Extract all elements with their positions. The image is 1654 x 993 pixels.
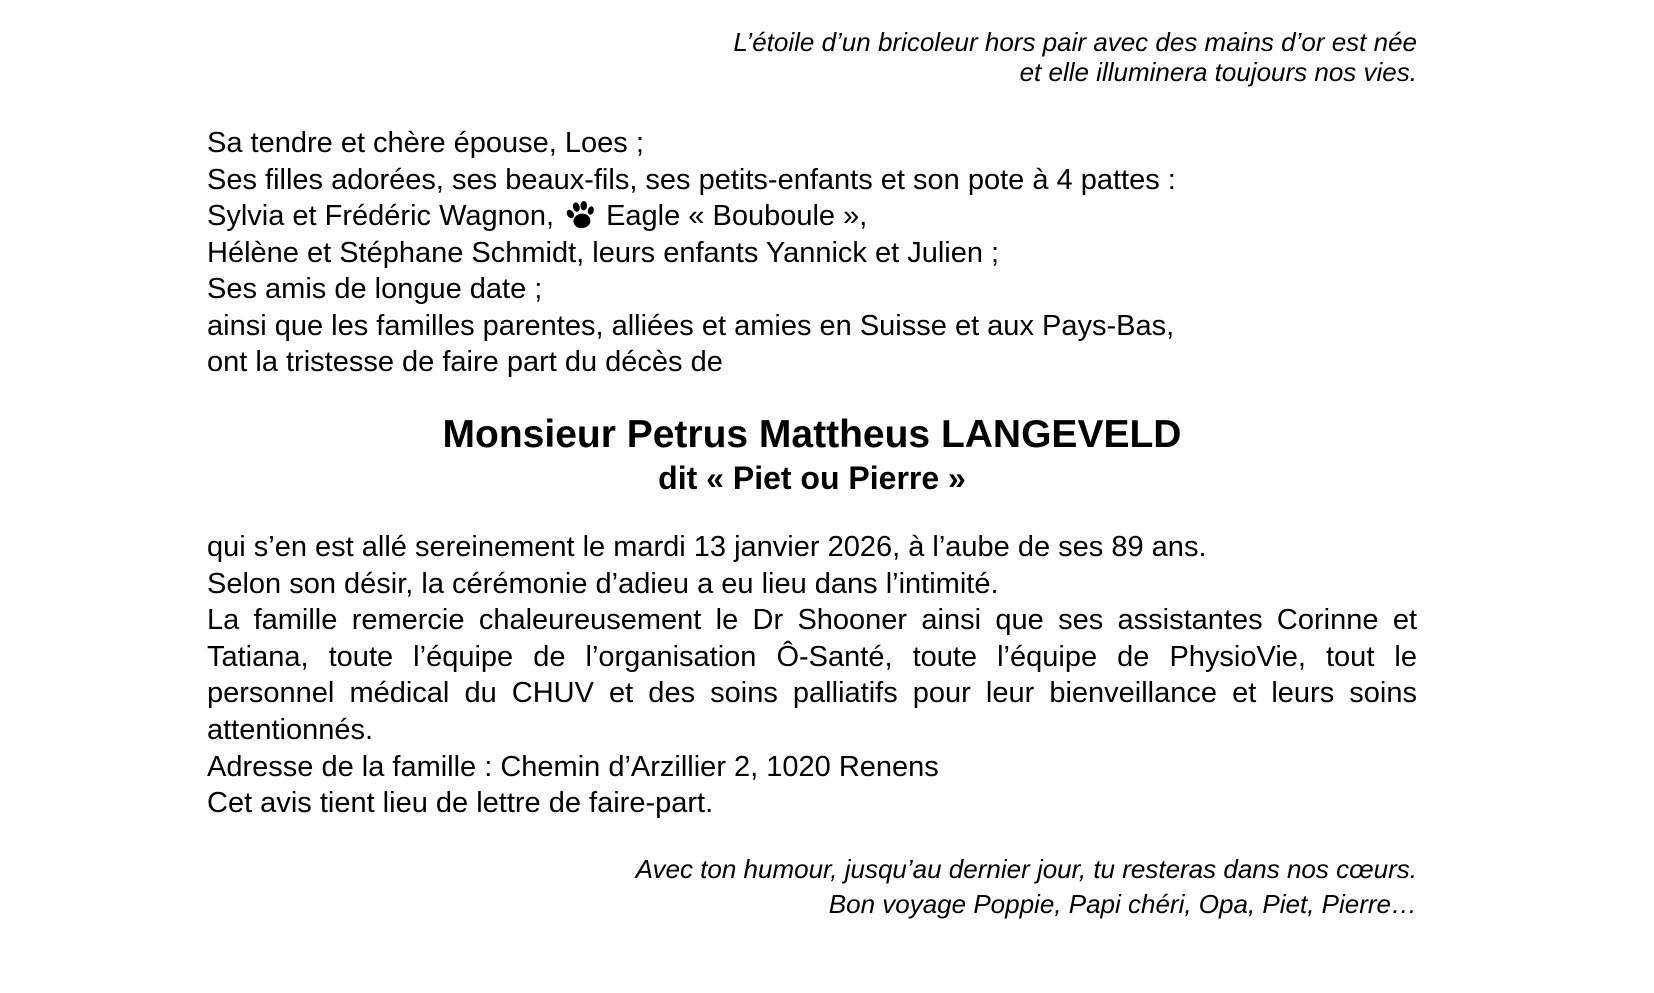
- body-family-address: Adresse de la famille : Chemin d’Arzillier 2, 1020 Renens: [207, 750, 939, 783]
- deceased-nickname-subtitle: dit « Piet ou Pierre »: [658, 460, 966, 496]
- family-line-helene: Hélène et Stéphane Schmidt, leurs enfants Yannick et Julien ;: [207, 236, 1000, 269]
- body-thanks-paragraph: La famille remercie chaleureusement le Dr Shooner ainsi que ses assistantes Corinne et Tatiana, toute l’équipe de l’organisation Ô-Santé, toute l’équipe de PhysioVie, tout le personnel médical du CHUV et des soins palliatifs pour leur bienveillance et leurs soins attentionnés.: [207, 604, 1417, 746]
- body-notice: Cet avis tient lieu de lettre de faire-part.: [207, 787, 714, 820]
- body-line-death-date: qui s’en est allé sereinement le mardi 13 janvier 2026, à l’aube de ses 89 ans.: [207, 531, 1207, 563]
- farewell-quote: [207, 852, 1417, 922]
- announcement-body: [207, 529, 1417, 822]
- deceased-name-title: Monsieur Petrus Mattheus LANGEVELD: [442, 413, 1182, 456]
- family-line-children-intro: Ses filles adorées, ses beaux-fils, ses petits-enfants et son pote à 4 pattes :: [207, 163, 1176, 196]
- paw-print-icon: [562, 198, 599, 232]
- epigraph-quote: [207, 27, 1417, 87]
- farewell-line-2: Bon voyage Poppie, Papi chéri, Opa, Piet, Pierre…: [828, 889, 1417, 919]
- body-line-ceremony: Selon son désir, la cérémonie d’adieu a eu lieu dans l’intimité.: [207, 567, 999, 600]
- family-line-friends: Ses amis de longue date ;: [207, 273, 543, 305]
- family-line-spouse: Sa tendre et chère épouse, Loes ;: [207, 127, 644, 159]
- epigraph-line-1: L’étoile d’un bricoleur hors pair avec des mains d’or est née: [733, 27, 1417, 57]
- family-line-sylvia-text: Sylvia et Frédéric Wagnon,: [207, 200, 555, 232]
- epigraph-line-2: et elle illuminera toujours nos vies.: [1019, 57, 1417, 87]
- family-line-relatives: ainsi que les familles parentes, alliées et amies en Suisse et aux Pays-Bas,: [207, 309, 1175, 342]
- family-line-sadness: ont la tristesse de faire part du décès de: [207, 346, 723, 378]
- farewell-line-1: Avec ton humour, jusqu’au dernier jour, tu resteras dans nos cœurs.: [635, 854, 1417, 884]
- family-announcement: [207, 125, 1417, 381]
- family-line-eagle-text: Eagle « Bouboule »,: [606, 200, 868, 232]
- family-line-sylvia: [207, 198, 1417, 235]
